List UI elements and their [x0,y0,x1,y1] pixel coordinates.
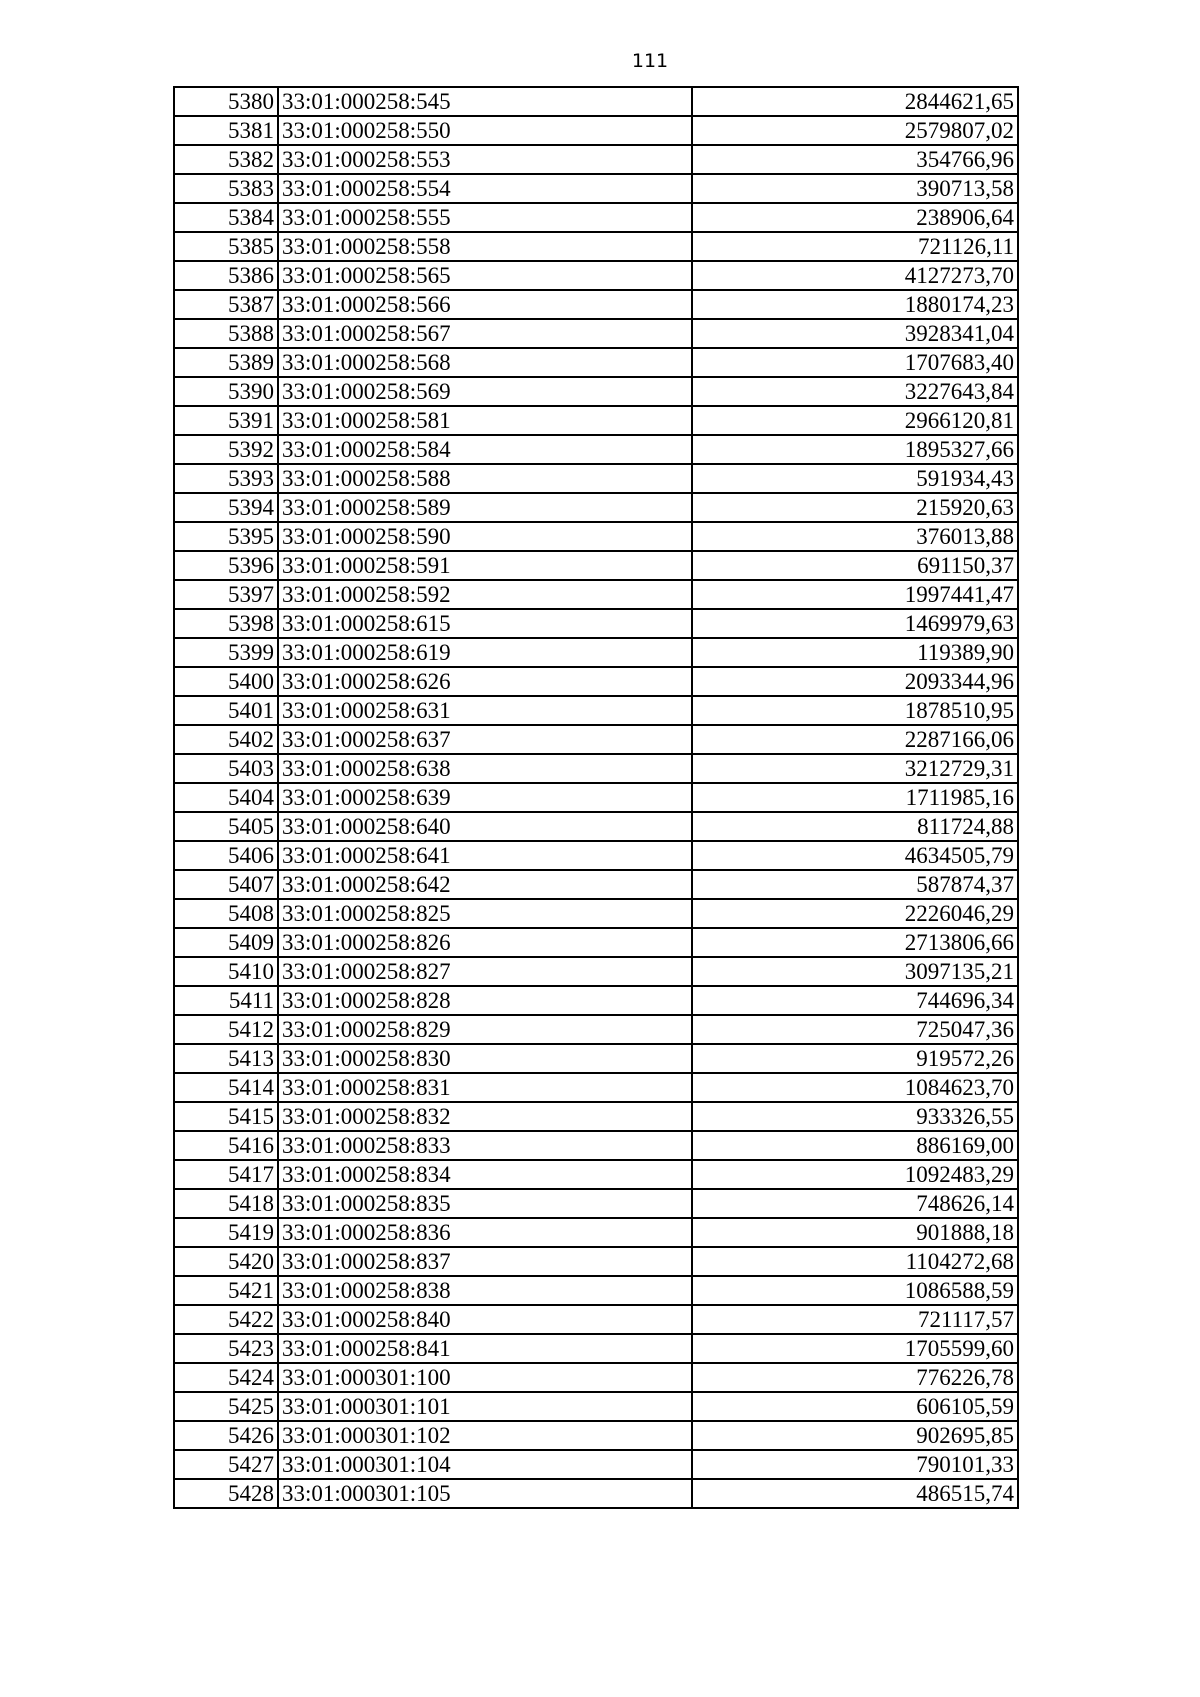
table-row [174,1218,1018,1247]
value-cell: 2226046,29 [692,899,1018,928]
value-cell: 4634505,79 [692,841,1018,870]
row-number-cell: 5396 [174,551,278,580]
row-number-cell: 5417 [174,1160,278,1189]
row-number-cell: 5401 [174,696,278,725]
row-number-cell: 5382 [174,145,278,174]
table-row [174,870,1018,899]
cadastral-number-cell: 33:01:000258:638 [278,754,692,783]
value-cell: 1092483,29 [692,1160,1018,1189]
value-cell: 811724,88 [692,812,1018,841]
table-row [174,638,1018,667]
cadastral-number-cell: 33:01:000258:590 [278,522,692,551]
table-row [174,580,1018,609]
table-row [174,1363,1018,1392]
value-cell: 3212729,31 [692,754,1018,783]
value-cell: 1705599,60 [692,1334,1018,1363]
value-cell: 933326,55 [692,1102,1018,1131]
cadastral-number-cell: 33:01:000258:619 [278,638,692,667]
row-number-cell: 5424 [174,1363,278,1392]
cadastral-number-cell: 33:01:000258:554 [278,174,692,203]
row-number-cell: 5393 [174,464,278,493]
table-row [174,812,1018,841]
cadastral-number-cell: 33:01:000258:581 [278,406,692,435]
value-cell: 390713,58 [692,174,1018,203]
value-cell: 2579807,02 [692,116,1018,145]
table-row [174,1015,1018,1044]
table-row [174,493,1018,522]
row-number-cell: 5411 [174,986,278,1015]
table-row [174,377,1018,406]
value-cell: 354766,96 [692,145,1018,174]
cadastral-number-cell: 33:01:000301:102 [278,1421,692,1450]
value-cell: 721126,11 [692,232,1018,261]
value-cell: 790101,33 [692,1450,1018,1479]
row-number-cell: 5403 [174,754,278,783]
table-row [174,841,1018,870]
cadastral-number-cell: 33:01:000258:588 [278,464,692,493]
cadastral-number-cell: 33:01:000258:637 [278,725,692,754]
cadastral-number-cell: 33:01:000301:100 [278,1363,692,1392]
cadastral-number-cell: 33:01:000258:567 [278,319,692,348]
table-row [174,116,1018,145]
table-row [174,174,1018,203]
value-cell: 587874,37 [692,870,1018,899]
cadastral-number-cell: 33:01:000258:565 [278,261,692,290]
value-cell: 721117,57 [692,1305,1018,1334]
table-row [174,203,1018,232]
value-cell: 1707683,40 [692,348,1018,377]
table-row [174,232,1018,261]
cadastral-number-cell: 33:01:000258:550 [278,116,692,145]
table-row [174,1102,1018,1131]
row-number-cell: 5385 [174,232,278,261]
value-cell: 591934,43 [692,464,1018,493]
table-row [174,928,1018,957]
table-row [174,464,1018,493]
cadastral-number-cell: 33:01:000258:838 [278,1276,692,1305]
cadastral-number-cell: 33:01:000258:545 [278,87,692,116]
cadastral-number-cell: 33:01:000258:830 [278,1044,692,1073]
table-row [174,1450,1018,1479]
row-number-cell: 5402 [174,725,278,754]
value-cell: 1997441,47 [692,580,1018,609]
cadastral-number-cell: 33:01:000258:827 [278,957,692,986]
cadastral-number-cell: 33:01:000258:836 [278,1218,692,1247]
row-number-cell: 5381 [174,116,278,145]
value-cell: 4127273,70 [692,261,1018,290]
value-cell: 919572,26 [692,1044,1018,1073]
value-cell: 486515,74 [692,1479,1018,1508]
row-number-cell: 5395 [174,522,278,551]
value-cell: 1469979,63 [692,609,1018,638]
row-number-cell: 5394 [174,493,278,522]
cadastral-number-cell: 33:01:000258:569 [278,377,692,406]
value-cell: 902695,85 [692,1421,1018,1450]
table-row [174,1044,1018,1073]
row-number-cell: 5389 [174,348,278,377]
table-row [174,1276,1018,1305]
value-cell: 744696,34 [692,986,1018,1015]
value-cell: 606105,59 [692,1392,1018,1421]
cadastral-number-cell: 33:01:000301:104 [278,1450,692,1479]
cadastral-number-cell: 33:01:000301:105 [278,1479,692,1508]
row-number-cell: 5398 [174,609,278,638]
row-number-cell: 5400 [174,667,278,696]
table-row [174,696,1018,725]
value-cell: 2287166,06 [692,725,1018,754]
value-cell: 1084623,70 [692,1073,1018,1102]
cadastral-number-cell: 33:01:000258:640 [278,812,692,841]
row-number-cell: 5413 [174,1044,278,1073]
cadastral-number-cell: 33:01:000258:615 [278,609,692,638]
value-cell: 3227643,84 [692,377,1018,406]
row-number-cell: 5425 [174,1392,278,1421]
value-cell: 215920,63 [692,493,1018,522]
row-number-cell: 5414 [174,1073,278,1102]
cadastral-number-cell: 33:01:000301:101 [278,1392,692,1421]
table-row [174,986,1018,1015]
row-number-cell: 5415 [174,1102,278,1131]
row-number-cell: 5399 [174,638,278,667]
row-number-cell: 5384 [174,203,278,232]
cadastral-number-cell: 33:01:000258:555 [278,203,692,232]
cadastral-number-cell: 33:01:000258:568 [278,348,692,377]
value-cell: 1086588,59 [692,1276,1018,1305]
row-number-cell: 5426 [174,1421,278,1450]
table-row [174,406,1018,435]
value-cell: 1880174,23 [692,290,1018,319]
row-number-cell: 5386 [174,261,278,290]
row-number-cell: 5412 [174,1015,278,1044]
value-cell: 1895327,66 [692,435,1018,464]
table-row [174,290,1018,319]
table-row [174,754,1018,783]
row-number-cell: 5388 [174,319,278,348]
value-cell: 376013,88 [692,522,1018,551]
cadastral-number-cell: 33:01:000258:626 [278,667,692,696]
row-number-cell: 5419 [174,1218,278,1247]
row-number-cell: 5423 [174,1334,278,1363]
data-table [173,86,1019,1509]
row-number-cell: 5392 [174,435,278,464]
table-row [174,609,1018,638]
cadastral-number-cell: 33:01:000258:592 [278,580,692,609]
cadastral-number-cell: 33:01:000258:832 [278,1102,692,1131]
cadastral-number-cell: 33:01:000258:584 [278,435,692,464]
table-row [174,899,1018,928]
table-row [174,1334,1018,1363]
table-row [174,1189,1018,1218]
table-row [174,522,1018,551]
value-cell: 886169,00 [692,1131,1018,1160]
table-row [174,87,1018,116]
cadastral-number-cell: 33:01:000258:566 [278,290,692,319]
value-cell: 901888,18 [692,1218,1018,1247]
table-row [174,145,1018,174]
row-number-cell: 5383 [174,174,278,203]
row-number-cell: 5409 [174,928,278,957]
table-row [174,435,1018,464]
table-row [174,1479,1018,1508]
cadastral-number-cell: 33:01:000258:828 [278,986,692,1015]
value-cell: 691150,37 [692,551,1018,580]
table-row [174,1392,1018,1421]
row-number-cell: 5406 [174,841,278,870]
value-cell: 2093344,96 [692,667,1018,696]
row-number-cell: 5416 [174,1131,278,1160]
cadastral-number-cell: 33:01:000258:591 [278,551,692,580]
page-number: 111 [631,50,669,72]
cadastral-number-cell: 33:01:000258:641 [278,841,692,870]
cadastral-number-cell: 33:01:000258:589 [278,493,692,522]
row-number-cell: 5410 [174,957,278,986]
value-cell: 725047,36 [692,1015,1018,1044]
value-cell: 2844621,65 [692,87,1018,116]
table-row [174,1160,1018,1189]
row-number-cell: 5408 [174,899,278,928]
table-row [174,261,1018,290]
table-row [174,783,1018,812]
table-row [174,1305,1018,1334]
table-row [174,348,1018,377]
cadastral-number-cell: 33:01:000258:841 [278,1334,692,1363]
row-number-cell: 5418 [174,1189,278,1218]
row-number-cell: 5421 [174,1276,278,1305]
row-number-cell: 5420 [174,1247,278,1276]
row-number-cell: 5422 [174,1305,278,1334]
cadastral-number-cell: 33:01:000258:558 [278,232,692,261]
cadastral-number-cell: 33:01:000258:553 [278,145,692,174]
value-cell: 119389,90 [692,638,1018,667]
cadastral-number-cell: 33:01:000258:631 [278,696,692,725]
cadastral-number-cell: 33:01:000258:826 [278,928,692,957]
row-number-cell: 5387 [174,290,278,319]
row-number-cell: 5390 [174,377,278,406]
table-row [174,957,1018,986]
row-number-cell: 5428 [174,1479,278,1508]
value-cell: 1878510,95 [692,696,1018,725]
row-number-cell: 5391 [174,406,278,435]
cadastral-number-cell: 33:01:000258:829 [278,1015,692,1044]
table-body [174,87,1018,1508]
cadastral-number-cell: 33:01:000258:825 [278,899,692,928]
table-row [174,319,1018,348]
table-row [174,667,1018,696]
value-cell: 238906,64 [692,203,1018,232]
value-cell: 748626,14 [692,1189,1018,1218]
value-cell: 3097135,21 [692,957,1018,986]
table-row [174,725,1018,754]
row-number-cell: 5427 [174,1450,278,1479]
value-cell: 3928341,04 [692,319,1018,348]
cadastral-number-cell: 33:01:000258:639 [278,783,692,812]
table-row [174,551,1018,580]
value-cell: 1104272,68 [692,1247,1018,1276]
cadastral-number-cell: 33:01:000258:834 [278,1160,692,1189]
row-number-cell: 5397 [174,580,278,609]
table-row [174,1247,1018,1276]
table-row [174,1073,1018,1102]
cadastral-number-cell: 33:01:000258:833 [278,1131,692,1160]
table-row [174,1131,1018,1160]
row-number-cell: 5407 [174,870,278,899]
table-row [174,1421,1018,1450]
row-number-cell: 5404 [174,783,278,812]
row-number-cell: 5405 [174,812,278,841]
cadastral-number-cell: 33:01:000258:835 [278,1189,692,1218]
cadastral-number-cell: 33:01:000258:837 [278,1247,692,1276]
value-cell: 2966120,81 [692,406,1018,435]
cadastral-number-cell: 33:01:000258:642 [278,870,692,899]
row-number-cell: 5380 [174,87,278,116]
value-cell: 1711985,16 [692,783,1018,812]
value-cell: 2713806,66 [692,928,1018,957]
cadastral-number-cell: 33:01:000258:831 [278,1073,692,1102]
value-cell: 776226,78 [692,1363,1018,1392]
cadastral-number-cell: 33:01:000258:840 [278,1305,692,1334]
